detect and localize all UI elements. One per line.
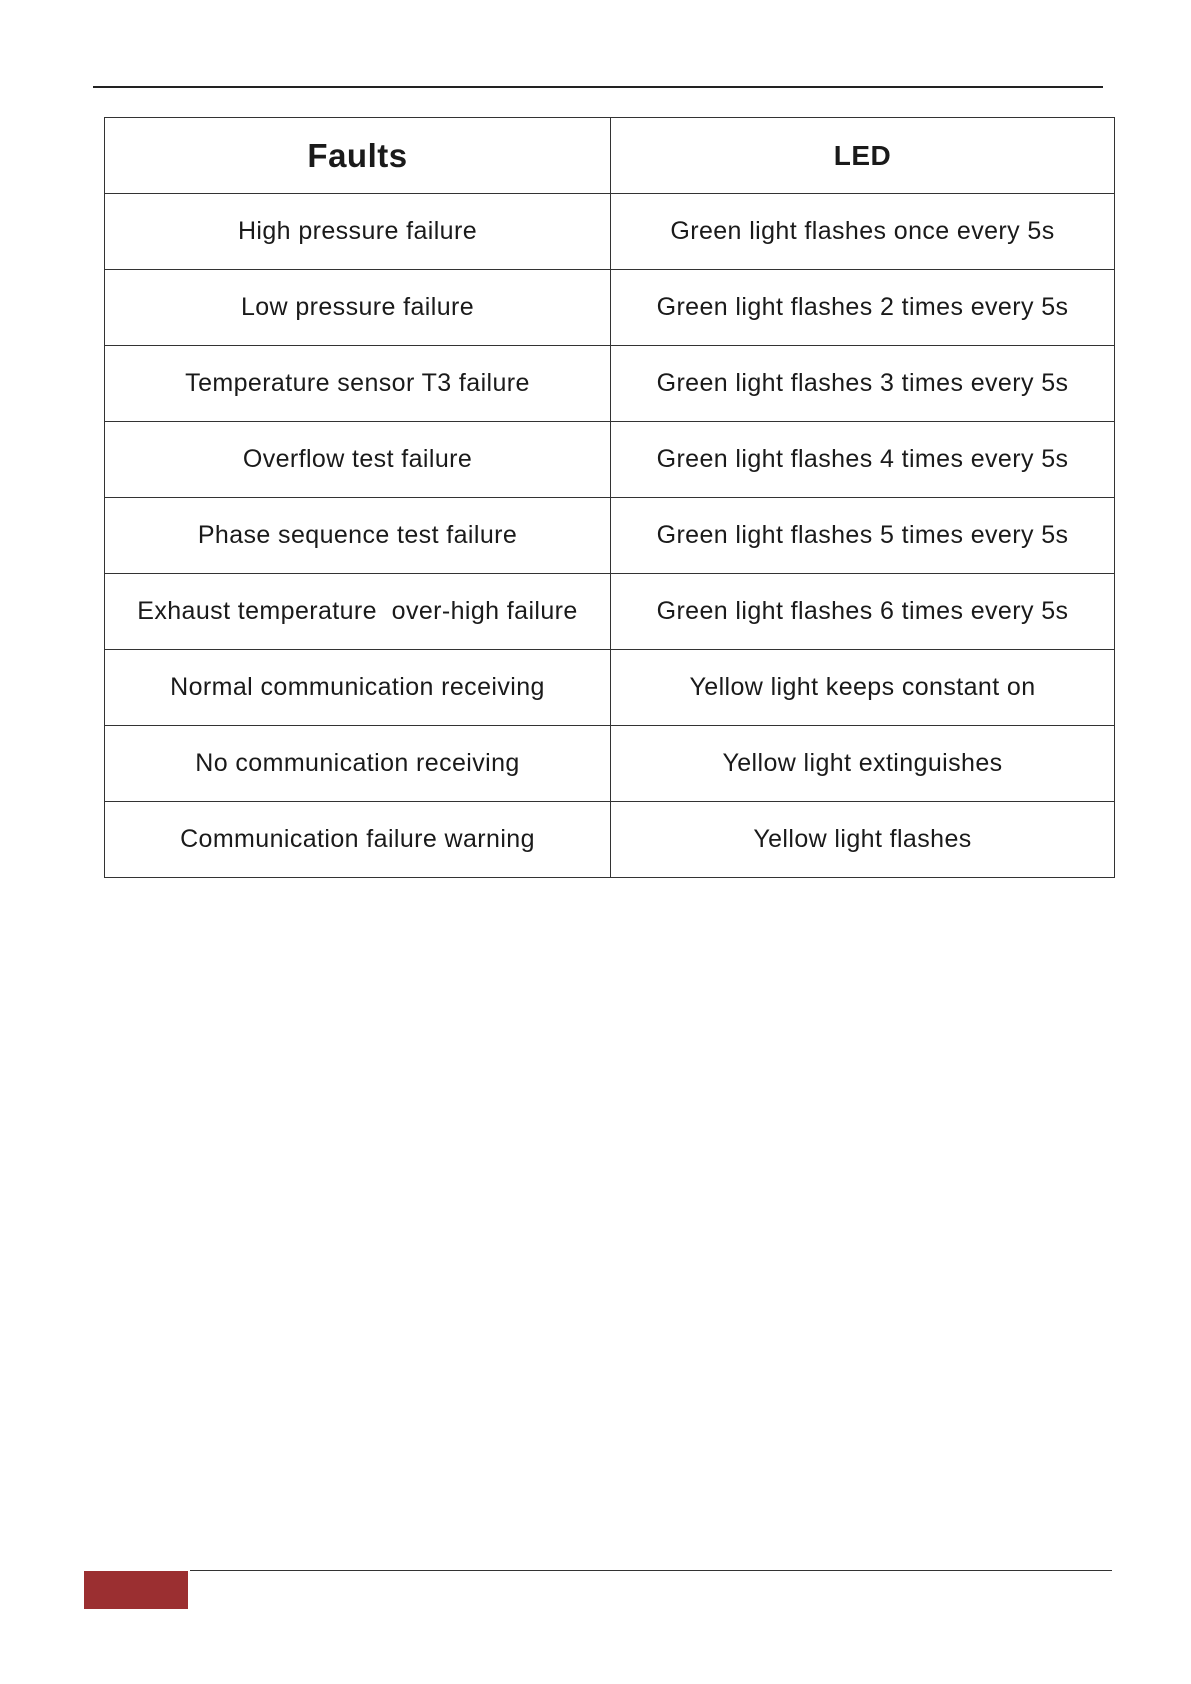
fault-cell: Temperature sensor T3 failure [105, 346, 611, 422]
table-row [105, 650, 1115, 726]
fault-cell: No communication receiving [105, 726, 611, 802]
table-row [105, 422, 1115, 498]
header-rule [93, 86, 1103, 88]
led-cell: Yellow light keeps constant on [611, 650, 1115, 726]
led-cell: Green light flashes 5 times every 5s [611, 498, 1115, 574]
fault-cell: Low pressure failure [105, 270, 611, 346]
footer-rule [190, 1570, 1112, 1571]
led-cell: Yellow light extinguishes [611, 726, 1115, 802]
led-cell: Green light flashes 4 times every 5s [611, 422, 1115, 498]
table-row [105, 498, 1115, 574]
table-row [105, 574, 1115, 650]
table-header-row [105, 118, 1115, 194]
faults-led-table [104, 117, 1115, 878]
table-row [105, 194, 1115, 270]
led-cell: Green light flashes 6 times every 5s [611, 574, 1115, 650]
led-cell: Green light flashes 3 times every 5s [611, 346, 1115, 422]
fault-cell: Communication failure warning [105, 802, 611, 878]
led-cell: Green light flashes once every 5s [611, 194, 1115, 270]
footer-accent-block [84, 1571, 188, 1609]
table-row [105, 346, 1115, 422]
table-row [105, 270, 1115, 346]
led-cell: Yellow light flashes [611, 802, 1115, 878]
fault-cell: Overflow test failure [105, 422, 611, 498]
fault-cell: High pressure failure [105, 194, 611, 270]
fault-cell: Phase sequence test failure [105, 498, 611, 574]
fault-cell: Exhaust temperature over-high failure [105, 574, 611, 650]
faults-column-header: Faults [105, 118, 611, 194]
led-column-header: LED [611, 118, 1115, 194]
led-cell: Green light flashes 2 times every 5s [611, 270, 1115, 346]
table-row [105, 802, 1115, 878]
table-row [105, 726, 1115, 802]
fault-cell: Normal communication receiving [105, 650, 611, 726]
